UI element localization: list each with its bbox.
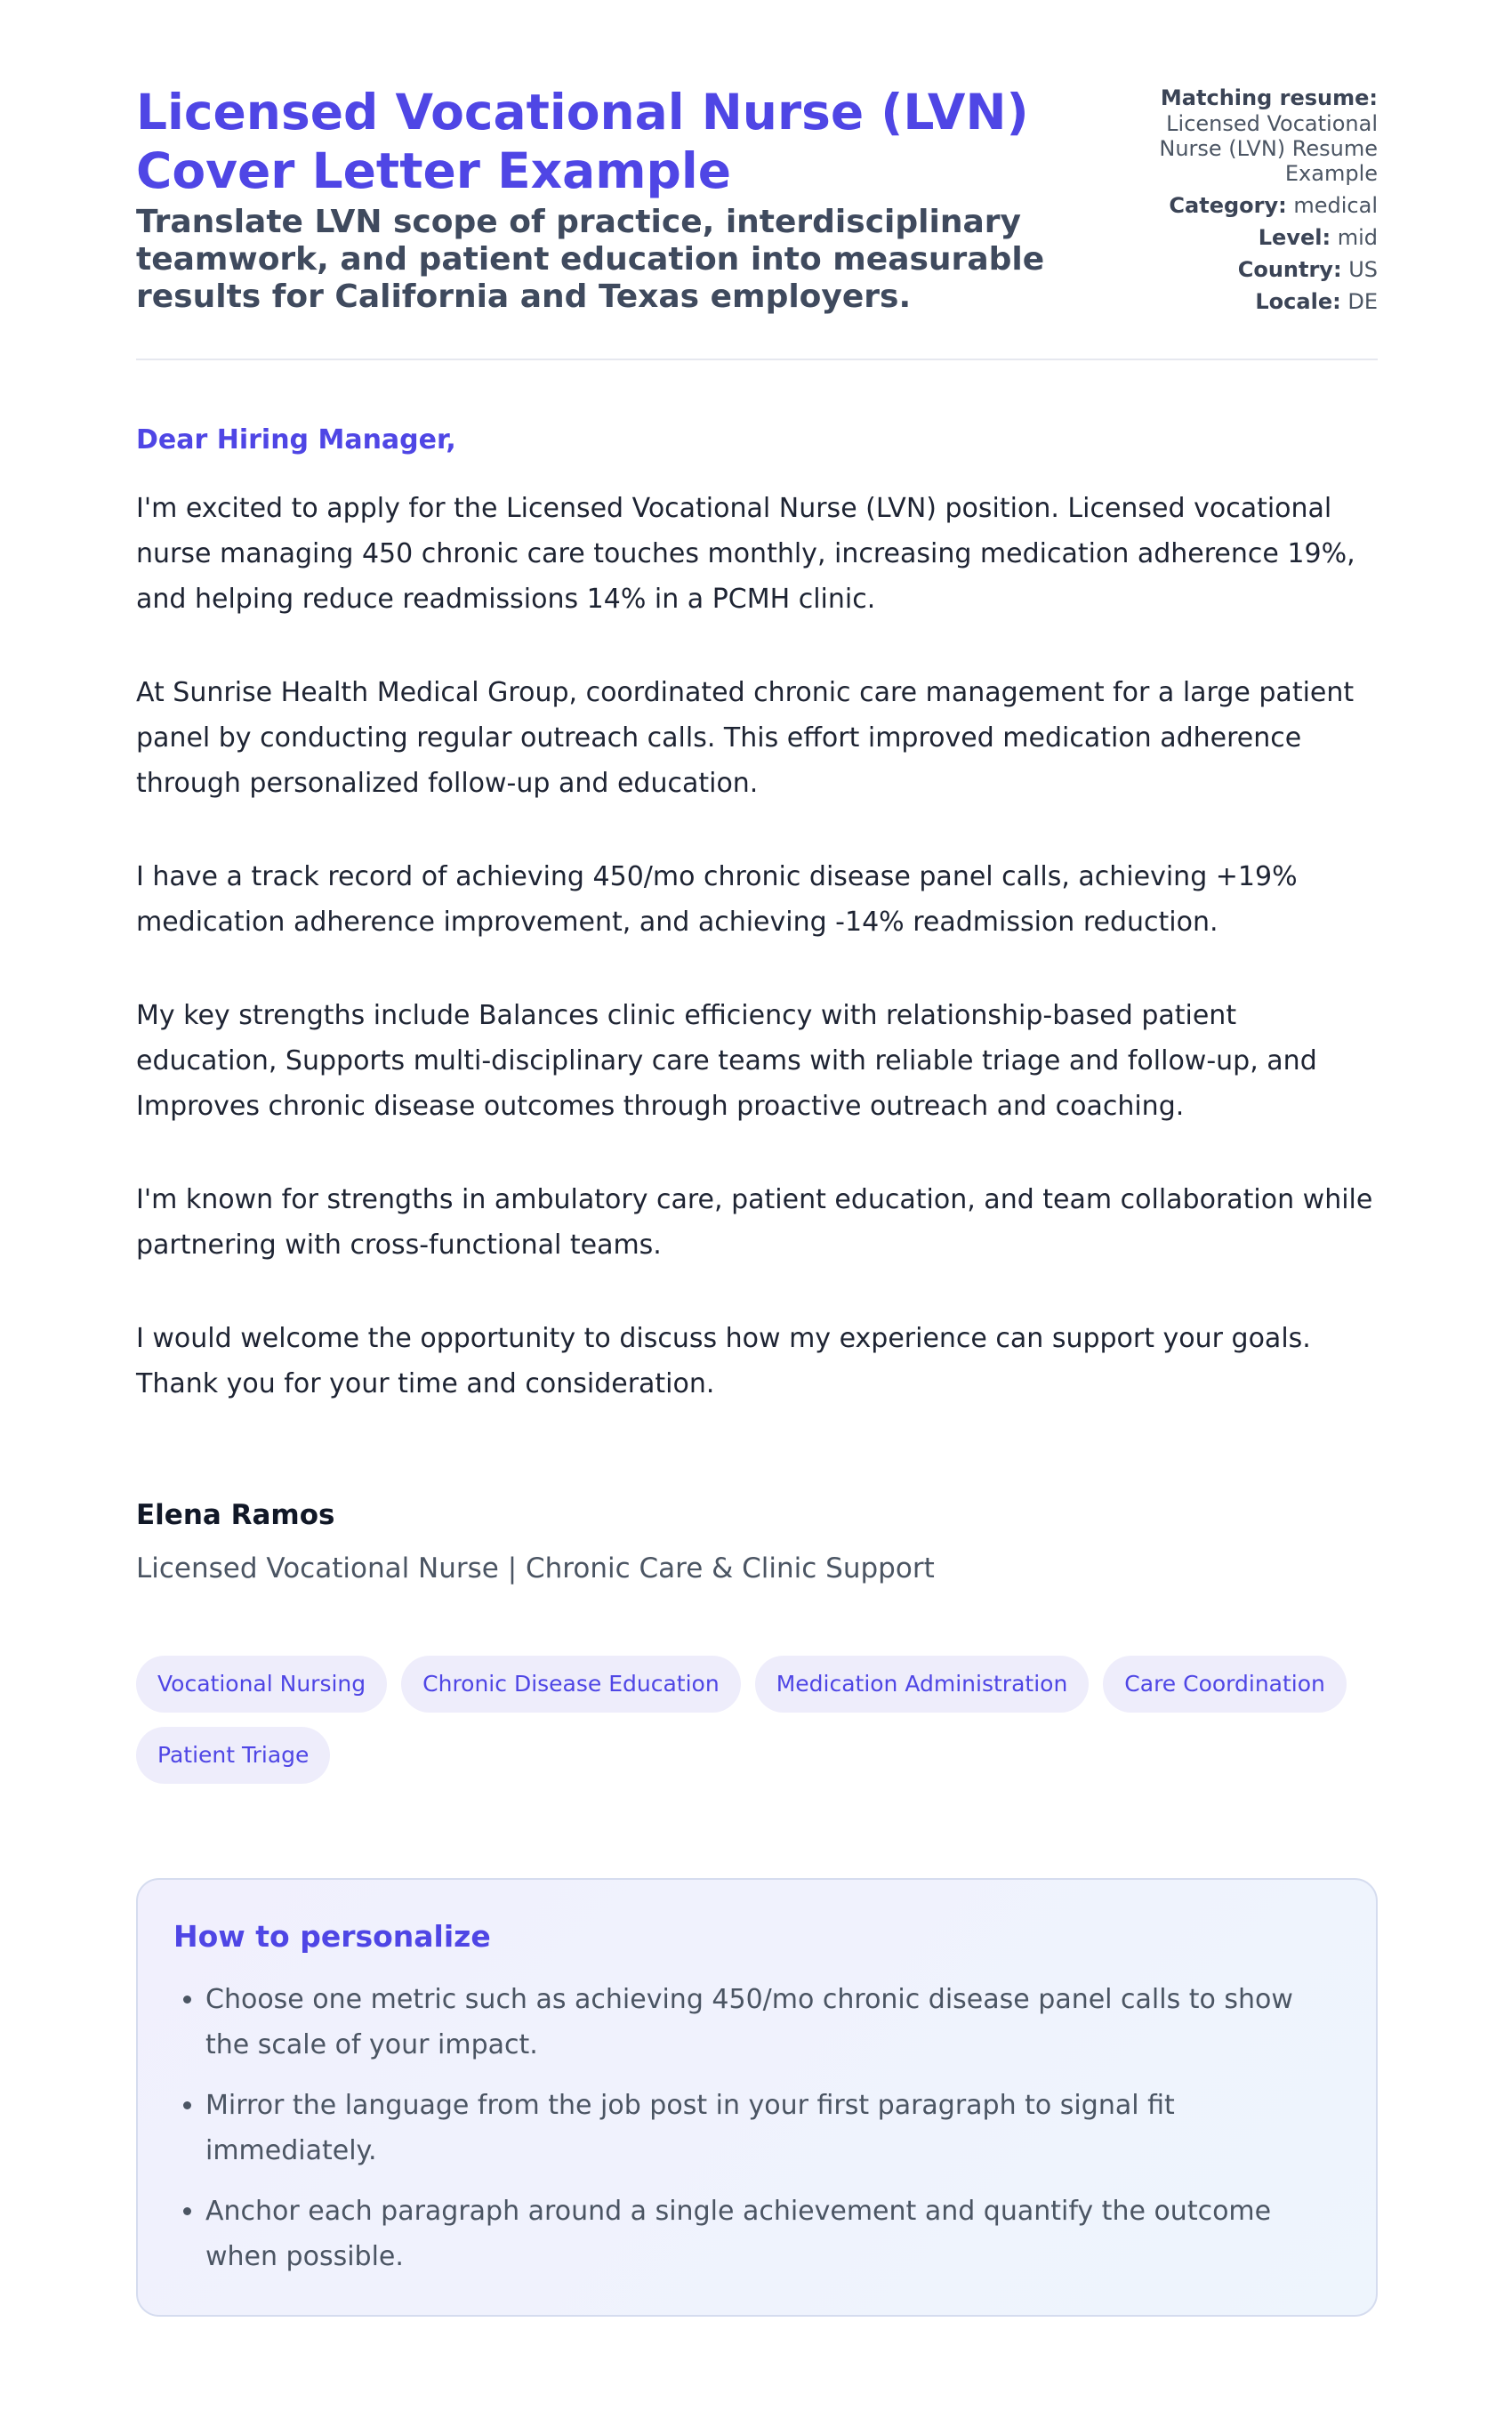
matching-resume-link[interactable]: Licensed Vocational Nurse (LVN) Resume Example [1159, 111, 1378, 186]
signature-title: Licensed Vocational Nurse | Chronic Care & Clinic Support [136, 1552, 935, 1584]
meta-category [1111, 193, 1378, 218]
letter-paragraph: I would welcome the opportunity to discuss how my experience can support your goals. Thank you for your time and consideration. [136, 1323, 1311, 1399]
letter-greeting: Dear Hiring Manager, [136, 424, 456, 456]
tips-heading: How to personalize [173, 1919, 491, 1954]
meta-level [1111, 225, 1378, 250]
meta-country-value: US [1348, 257, 1378, 282]
page-subtitle: Translate LVN scope of practice, interdisciplinary teamwork, and patient education into measurable results for California and Texas employers. [136, 204, 1045, 315]
meta-locale-value: DE [1347, 289, 1378, 314]
meta-country [1111, 257, 1378, 282]
meta-category-value: medical [1293, 193, 1378, 218]
meta-category-label: Category: [1169, 193, 1287, 218]
cover-letter-page [136, 0, 1378, 2317]
skill-tag: Vocational Nursing [136, 1656, 387, 1713]
tips-list [173, 1977, 1340, 2279]
meta-level-value: mid [1337, 225, 1378, 250]
skill-tag: Chronic Disease Education [401, 1656, 741, 1713]
meta-matching-resume [1111, 85, 1378, 186]
letter-paragraph: I have a track record of achieving 450/mo chronic disease panel calls, achieving +19% medication adherence improvement, and achieving -14% readmission reduction. [136, 861, 1298, 938]
tip-item: • Mirror the language from the job post in your first paragraph to signal fit immediately. [205, 2083, 1340, 2173]
letter-paragraph: I'm known for strengths in ambulatory care, patient education, and team collaboration while partnering with cross-functional teams. [136, 1184, 1373, 1261]
meta-matching-resume-label: Matching resume: [1160, 85, 1378, 110]
tip-item: • Anchor each paragraph around a single achievement and quantify the outcome when possible. [205, 2189, 1340, 2279]
page-title: Licensed Vocational Nurse (LVN) Cover Letter Example [136, 84, 1029, 199]
meta-panel [1111, 85, 1378, 321]
skill-tags [136, 1656, 1378, 1784]
personalize-tips-box [136, 1878, 1378, 2317]
letter-paragraph: At Sunrise Health Medical Group, coordinated chronic care management for a large patient panel by conducting regular outreach calls. This effort improved medication adherence through personalized follow-up and education. [136, 677, 1355, 799]
letter-body [136, 424, 1378, 1584]
skill-tag: Medication Administration [755, 1656, 1090, 1713]
meta-level-label: Level: [1258, 225, 1331, 250]
letter-paragraph: My key strengths include Balances clinic efficiency with relationship-based patient education, Supports multi-disciplinary care teams with reliable triage and follow-up, and Improves chronic disease outcomes through proactive outreach and coaching. [136, 1000, 1317, 1122]
tip-item: • Choose one metric such as achieving 450/mo chronic disease panel calls to show the scale of your impact. [205, 1977, 1340, 2068]
meta-country-label: Country: [1237, 257, 1342, 282]
skill-tag: Patient Triage [136, 1727, 330, 1784]
meta-locale-label: Locale: [1255, 289, 1341, 314]
skill-tag: Care Coordination [1103, 1656, 1347, 1713]
letter-paragraph: I'm excited to apply for the Licensed Vocational Nurse (LVN) position. Licensed vocational nurse managing 450 chronic care touches monthly, increasing medication adherence 19%, and helping reduce readmissions 14% in a PCMH clinic. [136, 493, 1355, 615]
signature-name: Elena Ramos [136, 1499, 335, 1531]
page-header [136, 0, 1378, 360]
meta-locale [1111, 289, 1378, 314]
